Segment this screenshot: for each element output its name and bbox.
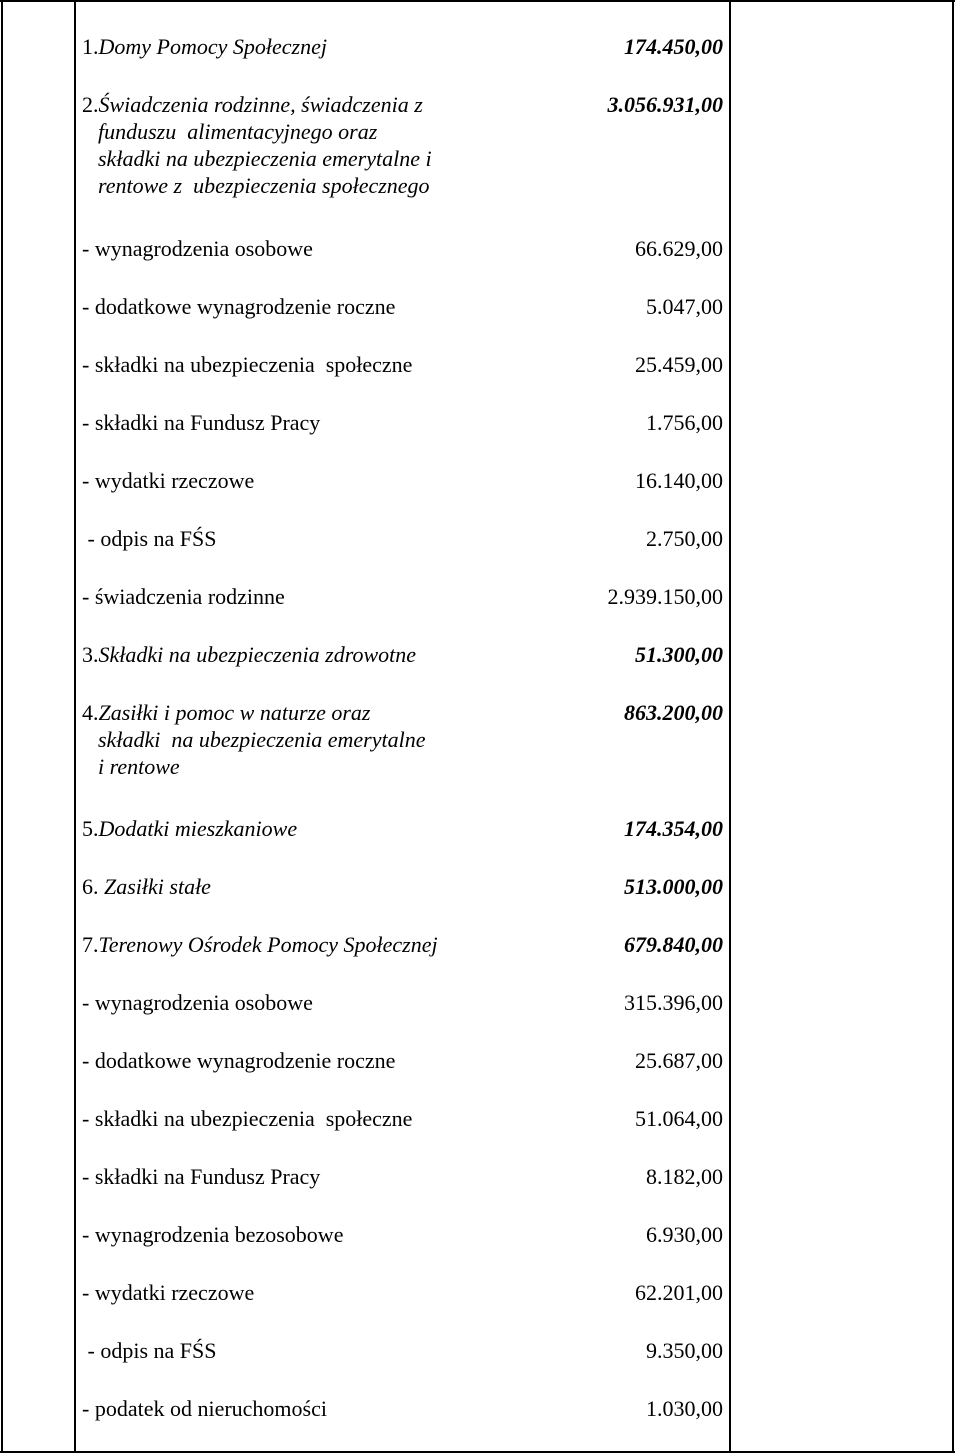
item-label-line — [82, 753, 425, 780]
item-number: 4. — [82, 700, 99, 725]
item-label — [82, 873, 211, 900]
item-label-line — [82, 409, 320, 436]
item-label-line — [82, 1395, 327, 1422]
item-label-line — [82, 583, 285, 610]
item-label-line — [82, 172, 432, 199]
item-label-line — [82, 1163, 320, 1190]
item-label — [82, 1337, 216, 1364]
item-amount: 315.396,00 — [624, 990, 723, 1015]
item-number: 3. — [82, 642, 99, 667]
item-label — [82, 931, 438, 958]
item-text: i rentowe — [98, 754, 180, 779]
table-border-right — [952, 0, 954, 1452]
item-amount: 679.840,00 — [624, 932, 723, 957]
item-label-line — [82, 699, 425, 726]
item-label-line — [82, 873, 211, 900]
table-border-top — [0, 0, 955, 2]
item-text: funduszu alimentacyjnego oraz — [98, 119, 378, 144]
item-label — [82, 293, 395, 320]
item-text: Zasiłki stałe — [98, 874, 211, 899]
item-label — [82, 1279, 254, 1306]
item-label — [82, 815, 297, 842]
item-label-line — [82, 351, 412, 378]
item-label-line — [82, 33, 327, 60]
item-text: - wynagrodzenia osobowe — [82, 236, 313, 261]
item-label — [82, 1047, 395, 1074]
item-label-line — [82, 293, 395, 320]
item-label — [82, 1105, 412, 1132]
item-amount: 513.000,00 — [624, 874, 723, 899]
item-text: - wynagrodzenia osobowe — [82, 990, 313, 1015]
item-text: - składki na ubezpieczenia społeczne — [82, 1106, 413, 1131]
item-label-line — [82, 1279, 254, 1306]
item-label — [82, 467, 254, 494]
item-amount: 3.056.931,00 — [607, 92, 723, 117]
table-border-inner-left — [74, 0, 76, 1452]
item-label-line — [82, 235, 313, 262]
item-text: Dodatki mieszkaniowe — [98, 816, 298, 841]
item-amount: 5.047,00 — [646, 294, 723, 319]
item-text: Składki na ubezpieczenia zdrowotne — [98, 642, 417, 667]
item-label-line — [82, 1221, 343, 1248]
item-label-line — [82, 467, 254, 494]
table-border-inner-right — [729, 0, 731, 1452]
item-text: - dodatkowe wynagrodzenie roczne — [82, 1048, 396, 1073]
item-amount: 863.200,00 — [624, 700, 723, 725]
item-text: - świadczenia rodzinne — [82, 584, 285, 609]
item-label-line — [82, 989, 313, 1016]
item-text: - wydatki rzeczowe — [82, 468, 255, 493]
item-label — [82, 33, 327, 60]
item-text: - odpis na FŚS — [82, 1338, 217, 1363]
item-amount: 174.354,00 — [624, 816, 723, 841]
item-text: Zasiłki i pomoc w naturze oraz — [98, 700, 371, 725]
item-amount: 2.750,00 — [646, 526, 723, 551]
item-number: 7. — [82, 932, 99, 957]
item-amount: 62.201,00 — [635, 1280, 723, 1305]
item-amount: 8.182,00 — [646, 1164, 723, 1189]
item-text: rentowe z ubezpieczenia społecznego — [98, 173, 430, 198]
item-label-line — [82, 1105, 412, 1132]
item-label — [82, 1395, 327, 1422]
item-text: - dodatkowe wynagrodzenie roczne — [82, 294, 396, 319]
item-amount: 16.140,00 — [635, 468, 723, 493]
item-text: - odpis na FŚS — [82, 526, 217, 551]
item-number: 5. — [82, 816, 99, 841]
item-amount: 66.629,00 — [635, 236, 723, 261]
item-label — [82, 409, 320, 436]
item-label-line — [82, 118, 432, 145]
item-label-line — [82, 726, 425, 753]
item-text: - podatek od nieruchomości — [82, 1396, 327, 1421]
item-number: 1. — [82, 34, 99, 59]
item-label — [82, 699, 425, 780]
item-label — [82, 1221, 343, 1248]
item-amount: 1.756,00 — [646, 410, 723, 435]
item-number: 2. — [82, 92, 99, 117]
item-label-line — [82, 931, 438, 958]
item-label-line — [82, 1047, 395, 1074]
item-label — [82, 641, 416, 668]
item-text: - składki na Fundusz Pracy — [82, 410, 321, 435]
item-text: - składki na ubezpieczenia społeczne — [82, 352, 413, 377]
item-amount: 6.930,00 — [646, 1222, 723, 1247]
item-text: - wynagrodzenia bezosobowe — [82, 1222, 344, 1247]
item-text: składki na ubezpieczenia emerytalne — [98, 727, 426, 752]
item-amount: 2.939.150,00 — [607, 584, 723, 609]
item-text: Terenowy Ośrodek Pomocy Społecznej — [98, 932, 438, 957]
item-label-line — [82, 1337, 216, 1364]
item-label — [82, 1163, 320, 1190]
item-text: Domy Pomocy Społecznej — [98, 34, 327, 59]
item-label-line — [82, 91, 432, 118]
item-amount: 9.350,00 — [646, 1338, 723, 1363]
item-label-line — [82, 815, 297, 842]
item-label — [82, 235, 313, 262]
item-text: - składki na Fundusz Pracy — [82, 1164, 321, 1189]
item-amount: 51.064,00 — [635, 1106, 723, 1131]
item-number: 6. — [82, 874, 99, 899]
item-text: Świadczenia rodzinne, świadczenia z — [98, 92, 423, 117]
table-border-left — [1, 0, 3, 1452]
table-border-bottom — [0, 1451, 955, 1453]
item-amount: 174.450,00 — [624, 34, 723, 59]
item-label — [82, 989, 313, 1016]
item-amount: 51.300,00 — [635, 642, 723, 667]
item-label — [82, 583, 285, 610]
item-amount: 25.459,00 — [635, 352, 723, 377]
item-text: składki na ubezpieczenia emerytalne i — [98, 146, 432, 171]
item-label-line — [82, 145, 432, 172]
item-label — [82, 91, 432, 199]
item-label — [82, 525, 216, 552]
item-amount: 1.030,00 — [646, 1396, 723, 1421]
item-label-line — [82, 641, 416, 668]
item-text: - wydatki rzeczowe — [82, 1280, 255, 1305]
item-amount: 25.687,00 — [635, 1048, 723, 1073]
item-label — [82, 351, 412, 378]
item-label-line — [82, 525, 216, 552]
